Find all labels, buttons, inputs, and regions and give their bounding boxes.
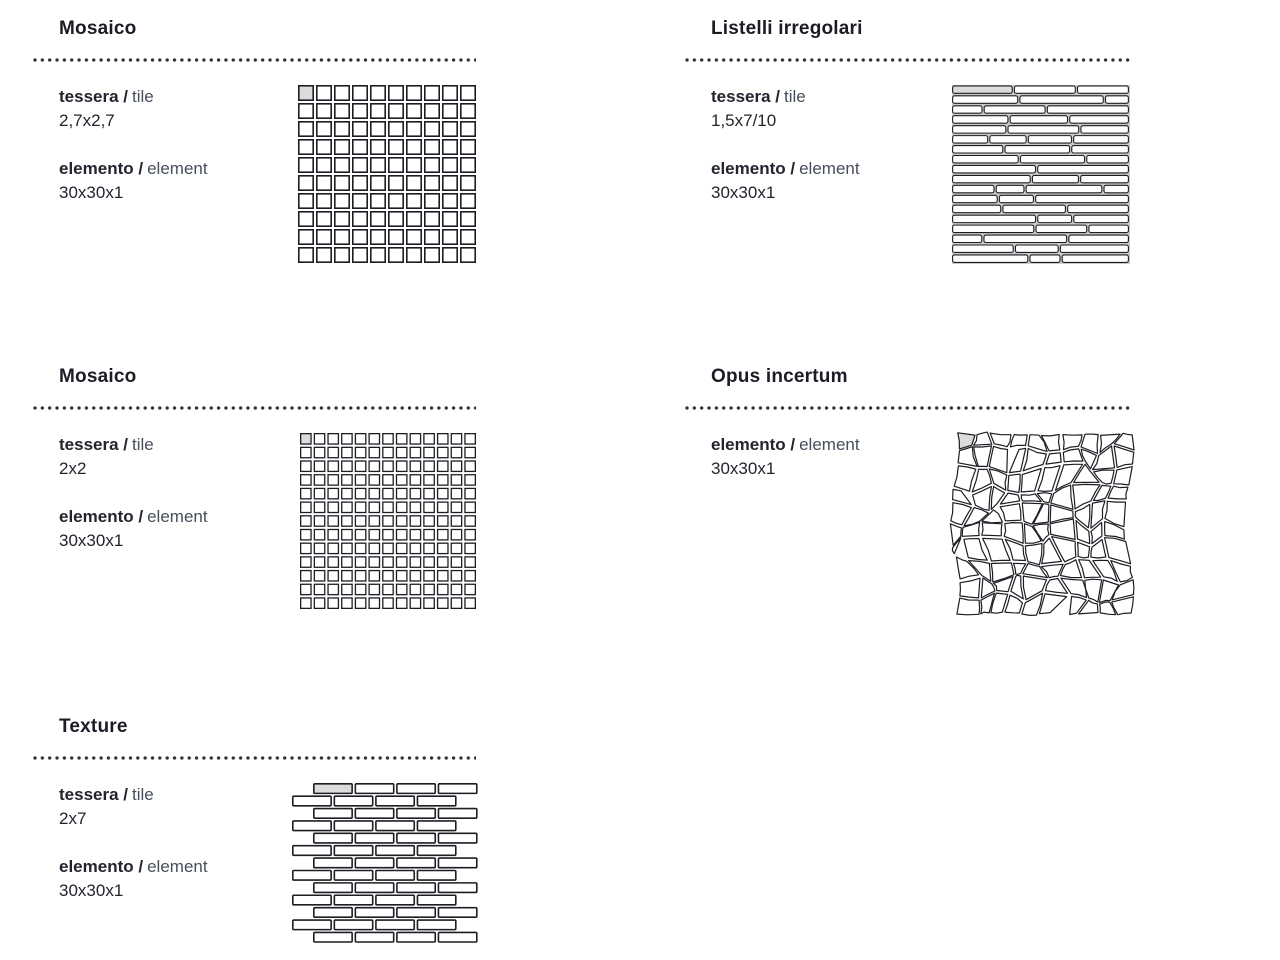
element-label-it: elemento /	[59, 159, 144, 178]
element-label	[711, 433, 954, 457]
element-label	[59, 505, 300, 529]
element-label-it: elemento /	[59, 857, 144, 876]
element-label	[711, 157, 952, 181]
tile-size: 1,5x7/10	[711, 111, 777, 130]
pattern-mosaic-grid-27	[298, 85, 476, 263]
section-mosaico-2	[32, 364, 476, 609]
tile-label-it: tessera /	[711, 87, 780, 106]
section-listelli-irregolari	[684, 16, 1130, 264]
tile-size: 2x2	[59, 459, 87, 478]
section-texture	[32, 714, 476, 944]
pattern-opus-incertum	[954, 433, 1130, 615]
tile-size: 2x7	[59, 809, 87, 828]
element-size: 30x30x1	[711, 459, 776, 478]
section-title: Opus incertum	[711, 366, 848, 387]
element-label-en: element	[799, 435, 860, 454]
dotted-divider	[32, 405, 476, 411]
element-label-it: elemento /	[711, 159, 796, 178]
tile-label-it: tessera /	[59, 87, 128, 106]
section-info	[59, 433, 300, 553]
section-info	[711, 85, 952, 205]
element-size: 30x30x1	[59, 881, 124, 900]
tile-label	[711, 85, 952, 109]
tile-label	[59, 85, 298, 109]
section-title: Mosaico	[59, 18, 137, 39]
section-info	[59, 783, 292, 903]
dotted-divider	[32, 755, 476, 761]
section-title: Texture	[59, 716, 128, 737]
element-label-it: elemento /	[711, 435, 796, 454]
tile-label-en: tile	[132, 435, 154, 454]
element-size: 30x30x1	[59, 531, 124, 550]
element-label	[59, 855, 292, 879]
section-title: Mosaico	[59, 366, 137, 387]
dotted-divider	[684, 405, 1130, 411]
element-size: 30x30x1	[711, 183, 776, 202]
pattern-brick-texture	[292, 783, 476, 944]
tile-label-it: tessera /	[59, 785, 128, 804]
tile-label-en: tile	[132, 87, 154, 106]
dotted-divider	[684, 57, 1130, 63]
section-opus-incertum	[684, 364, 1130, 615]
tile-label-it: tessera /	[59, 435, 128, 454]
tile-label-en: tile	[132, 785, 154, 804]
element-label-en: element	[147, 159, 208, 178]
section-info	[59, 85, 298, 205]
dotted-divider	[32, 57, 476, 63]
element-label-it: elemento /	[59, 507, 144, 526]
element-label-en: element	[799, 159, 860, 178]
tile-label-en: tile	[784, 87, 806, 106]
element-label-en: element	[147, 857, 208, 876]
element-label-en: element	[147, 507, 208, 526]
section-info	[711, 433, 954, 481]
tile-size: 2,7x2,7	[59, 111, 115, 130]
tile-label	[59, 783, 292, 807]
section-title: Listelli irregolari	[711, 18, 863, 39]
pattern-irregular-strips	[952, 85, 1130, 264]
element-label	[59, 157, 298, 181]
tile-label	[59, 433, 300, 457]
pattern-mosaic-grid-2	[300, 433, 476, 609]
section-mosaico-27	[32, 16, 476, 263]
element-size: 30x30x1	[59, 183, 124, 202]
